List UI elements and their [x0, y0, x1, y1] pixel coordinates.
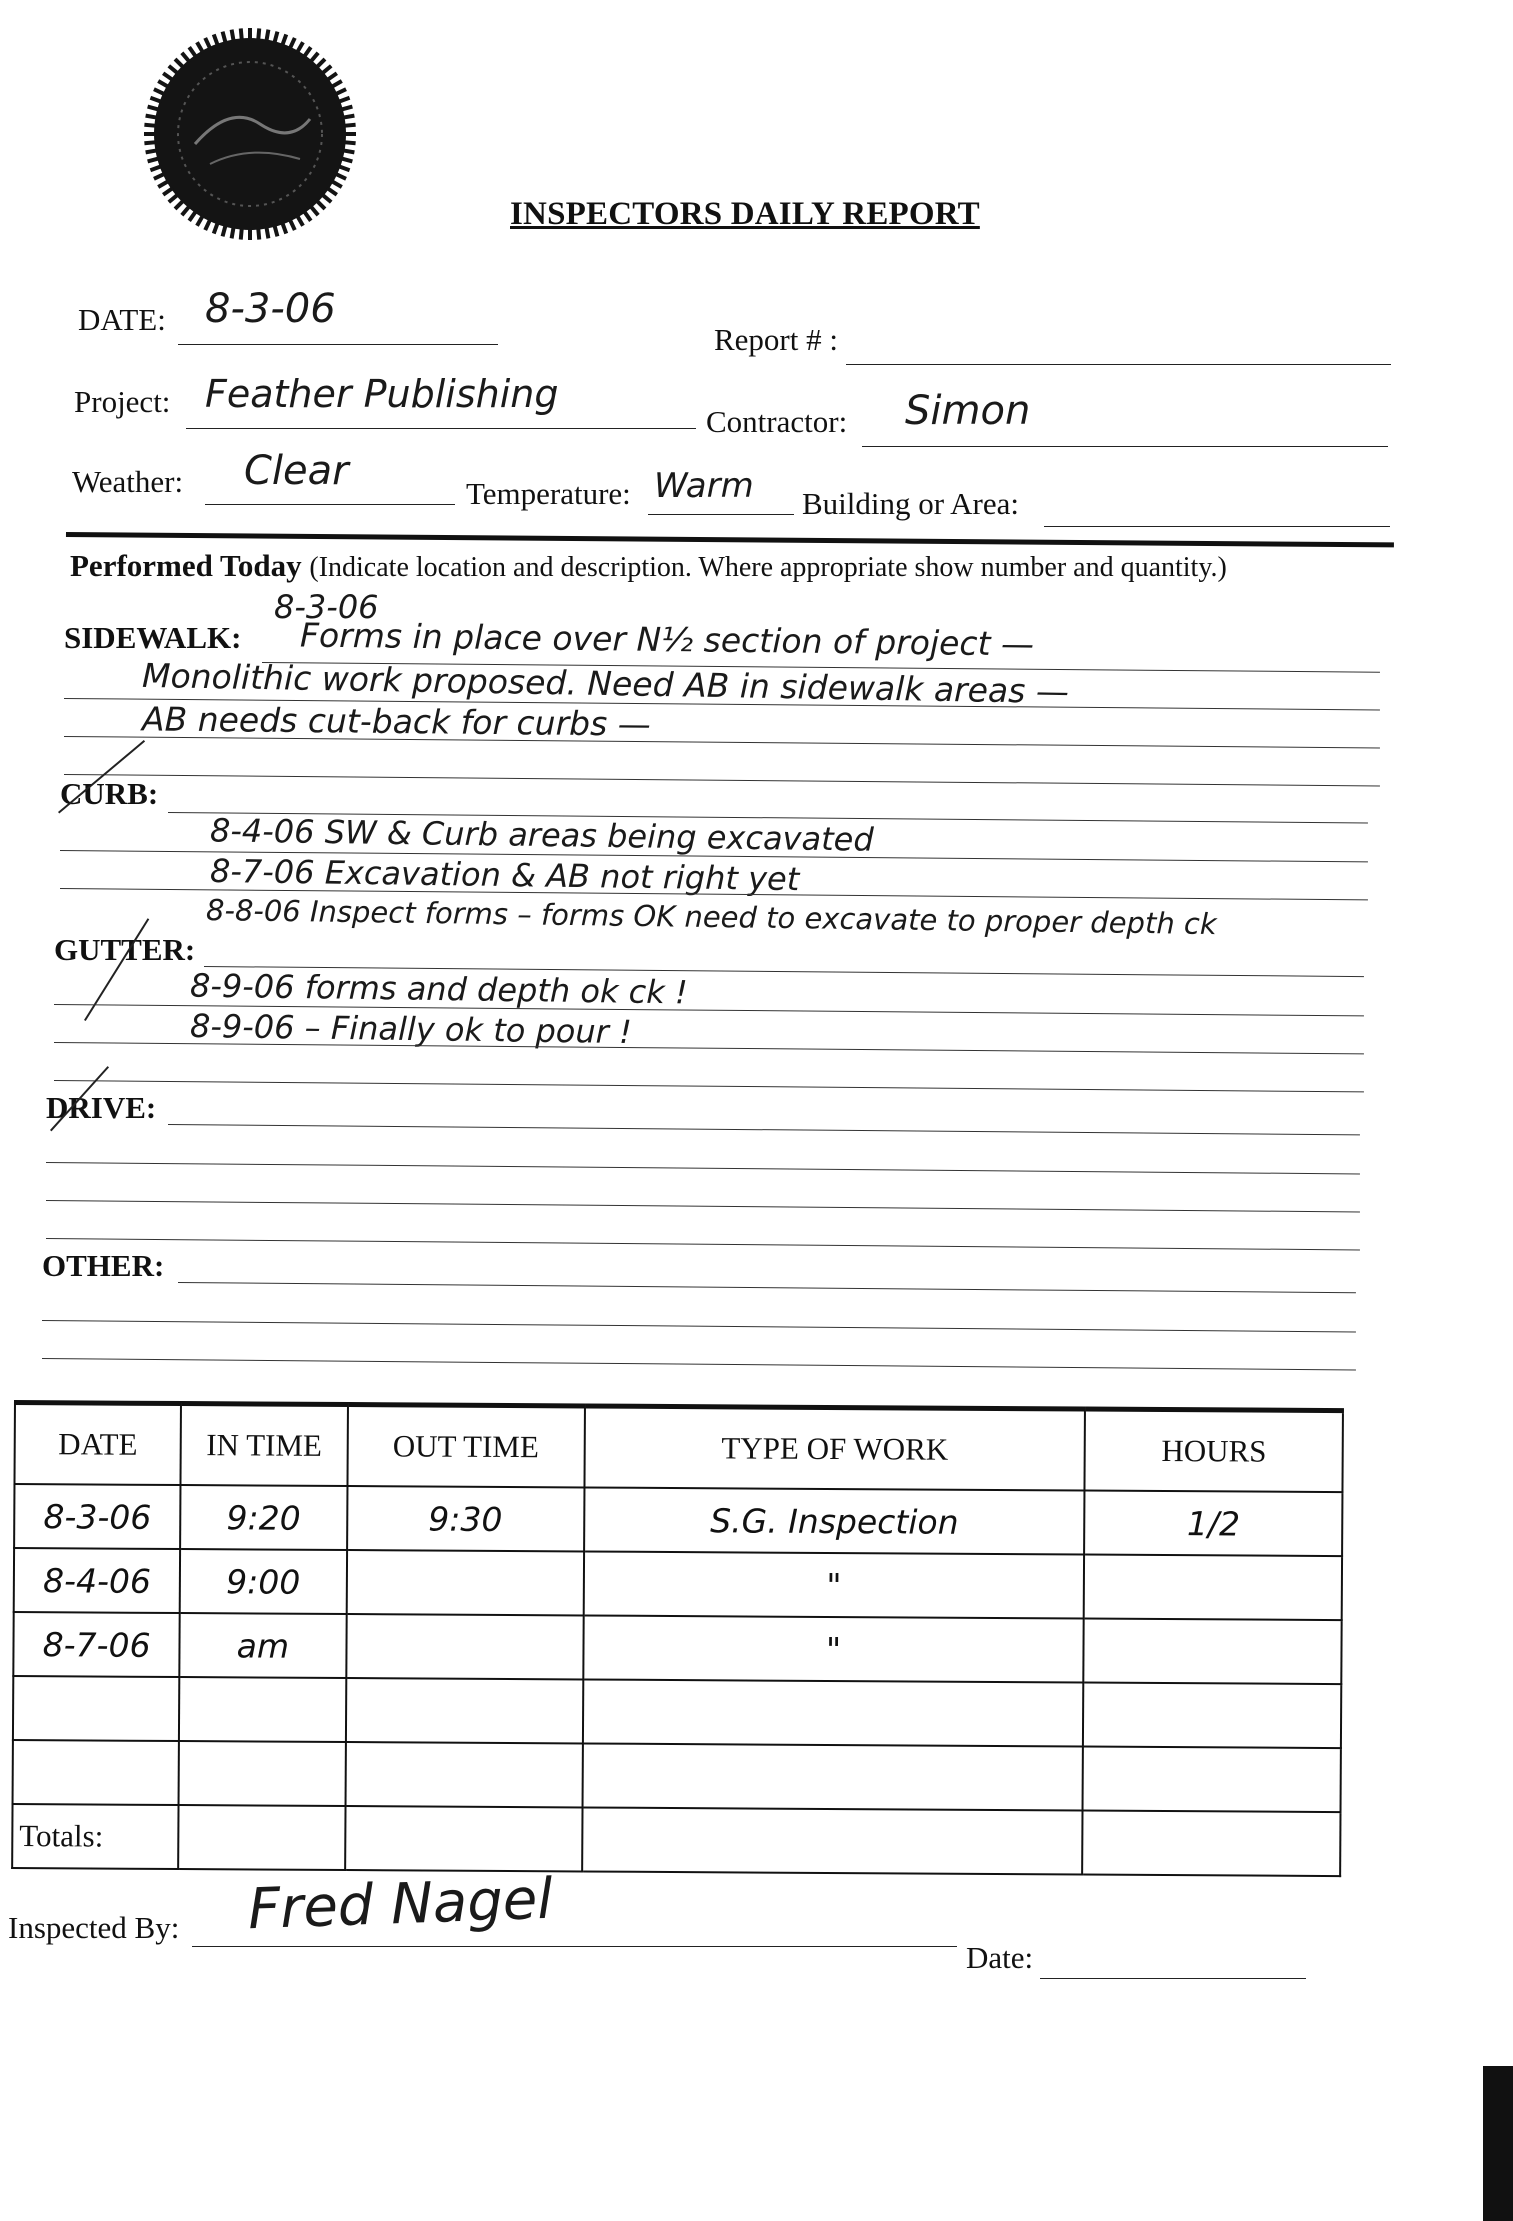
seal-tooth [148, 107, 160, 110]
seal-tooth [175, 59, 183, 67]
seal-tooth [197, 215, 203, 225]
temperature-label: Temperature: [466, 476, 631, 511]
table-row [13, 1676, 1341, 1748]
header-date: DATE [14, 1403, 181, 1486]
seal-tooth [146, 116, 158, 118]
table-row [13, 1612, 1341, 1684]
seal-tooth [150, 166, 161, 170]
seal-tooth [327, 188, 337, 195]
totals-hours[interactable] [1083, 1811, 1341, 1877]
seal-tooth [205, 38, 210, 49]
seal-tooth [223, 32, 226, 44]
gutter-line-2: 8-9-06 – Finally ok to pour ! [189, 1006, 633, 1052]
curb-label: CURB: [60, 776, 159, 811]
time-log-header-row [14, 1403, 1342, 1493]
totals-in-time[interactable] [178, 1805, 345, 1870]
building-area-label: Building or Area: [802, 486, 1019, 521]
header-divider [66, 532, 1394, 547]
seal-tooth [341, 158, 353, 161]
agency-seal [140, 24, 360, 244]
footer-date-label: Date: [966, 1940, 1034, 1975]
project-label: Project: [74, 384, 171, 419]
report-number-label: Report # : [714, 322, 838, 357]
seal-tooth [297, 42, 303, 52]
sidewalk-label: SIDEWALK: [64, 620, 242, 655]
header-hours: HOURS [1085, 1409, 1343, 1492]
seal-tooth [316, 59, 324, 67]
row-5-hours[interactable] [1083, 1747, 1341, 1813]
row-5-date[interactable] [13, 1740, 180, 1805]
table-row [13, 1740, 1341, 1812]
seal-tooth [232, 227, 234, 239]
row-2-hours[interactable] [1084, 1555, 1342, 1621]
other-rule-1 [178, 1282, 1356, 1293]
seal-tooth [310, 53, 318, 62]
seal-tooth [331, 81, 341, 87]
row-4-out-time[interactable] [345, 1678, 583, 1743]
row-1-out-time[interactable]: 9:30 [347, 1486, 585, 1551]
row-4-type-of-work[interactable] [583, 1679, 1084, 1746]
seal-tooth [341, 107, 353, 110]
inspected-by-underline [192, 1946, 957, 1947]
row-3-date[interactable]: 8-7-06 [13, 1612, 180, 1677]
seal-tooth [266, 227, 268, 239]
drive-rule-2 [46, 1162, 1360, 1174]
row-3-out-time[interactable] [346, 1614, 584, 1679]
seal-tooth [144, 125, 156, 126]
seal-tooth [197, 42, 203, 52]
seal-tooth [266, 30, 268, 42]
temperature-underline [648, 514, 794, 515]
seal-tooth [214, 222, 218, 233]
drive-rule-3 [46, 1200, 1360, 1212]
row-2-type-of-work[interactable]: " [583, 1551, 1084, 1618]
header-in-time: IN TIME [181, 1404, 348, 1487]
sidewalk-rule-3 [64, 736, 1380, 748]
row-3-type-of-work[interactable]: " [583, 1615, 1084, 1682]
curb-line-1: 8-4-06 SW & Curb areas being excavated [209, 811, 874, 859]
report-number-underline [846, 364, 1391, 365]
seal-tooth [163, 73, 173, 80]
date-value[interactable]: 8-3-06 [205, 286, 336, 332]
seal-tooth [189, 211, 196, 221]
seal-tooth [310, 206, 318, 215]
seal-tooth [232, 30, 234, 42]
row-1-date[interactable]: 8-3-06 [14, 1484, 181, 1549]
seal-tooth [241, 28, 242, 40]
seal-tooth [148, 158, 160, 161]
performed-today-note: (Indicate location and description. Where appropriate show number and quantity.) [309, 552, 1227, 583]
seal-tooth [158, 181, 168, 187]
other-label: OTHER: [42, 1248, 165, 1283]
header-type-of-work: TYPE OF WORK [584, 1406, 1085, 1491]
contractor-label: Contractor: [706, 404, 848, 439]
totals-out-time[interactable] [345, 1806, 583, 1871]
seal-tooth [338, 98, 349, 102]
project-underline [186, 428, 696, 429]
performed-today-label: Performed Today [70, 548, 302, 583]
seal-tooth [258, 28, 259, 40]
seal-tooth [282, 34, 286, 45]
table-row [14, 1548, 1342, 1620]
other-rule-3 [42, 1358, 1356, 1370]
weather-label: Weather: [72, 464, 184, 499]
totals-label: Totals: [12, 1804, 179, 1869]
seal-tooth [214, 34, 218, 45]
time-log-table [11, 1400, 1344, 1877]
weather-underline [205, 504, 455, 505]
row-5-in-time[interactable] [179, 1741, 346, 1806]
header-out-time: OUT TIME [347, 1405, 585, 1488]
drive-rule-4 [46, 1238, 1360, 1250]
gutter-line-1: 8-9-06 forms and depth ok ck ! [189, 966, 689, 1012]
seal-tooth [304, 211, 311, 221]
seal-tooth [182, 53, 190, 62]
contractor-value[interactable]: Simon [905, 388, 1031, 434]
date-underline [178, 344, 498, 345]
footer-date-underline [1040, 1978, 1306, 1979]
seal-tooth [163, 188, 173, 195]
row-1-hours[interactable]: 1/2 [1085, 1491, 1343, 1557]
seal-tooth [258, 228, 259, 240]
seal-tooth [154, 174, 165, 179]
seal-tooth [150, 98, 161, 102]
seal-tooth [146, 150, 158, 152]
totals-row [12, 1804, 1340, 1876]
gutter-label: GUTTER: [54, 932, 196, 967]
row-2-date[interactable]: 8-4-06 [14, 1548, 181, 1613]
performed-today-heading [70, 548, 1227, 584]
weather-value[interactable]: Clear [244, 448, 349, 494]
seal-tooth [154, 89, 165, 94]
inspected-by-label: Inspected By: [8, 1910, 180, 1945]
sidewalk-line-3: AB needs cut-back for curbs — [141, 699, 651, 744]
project-value[interactable]: Feather Publishing [205, 372, 559, 416]
seal-tooth [290, 219, 295, 230]
gutter-rule-4 [54, 1080, 1364, 1092]
seal-tooth [297, 215, 303, 225]
temperature-value[interactable]: Warm [654, 466, 754, 506]
row-2-in-time[interactable]: 9:00 [180, 1549, 347, 1614]
totals-type-of-work[interactable] [582, 1807, 1083, 1874]
sidewalk-line-1: Forms in place over N½ section of project — [299, 615, 1035, 664]
seal-tooth [322, 194, 331, 202]
sidewalk-date-note: 8-3-06 [274, 588, 379, 626]
drive-label: DRIVE: [46, 1090, 157, 1125]
date-label: DATE: [78, 302, 166, 337]
seal-tooth [322, 66, 331, 74]
row-4-hours[interactable] [1083, 1683, 1341, 1749]
seal-tooth [241, 228, 242, 240]
drive-rule-1 [168, 1124, 1360, 1135]
seal-tooth [343, 150, 355, 152]
report-title: INSPECTORS DAILY REPORT [510, 196, 980, 232]
row-3-in-time[interactable]: am [180, 1613, 347, 1678]
seal-tooth [343, 116, 355, 118]
seal-tooth [282, 222, 286, 233]
row-4-in-time[interactable] [179, 1677, 346, 1742]
contractor-underline [862, 446, 1388, 447]
seal-tooth [274, 32, 277, 44]
sidewalk-rule-4 [64, 774, 1380, 786]
building-area-underline [1044, 526, 1390, 527]
seal-tooth [335, 174, 346, 179]
inspector-signature: Fred Nagel [246, 1866, 554, 1943]
row-4-date[interactable] [13, 1676, 180, 1741]
row-1-type-of-work[interactable]: S.G. Inspection [584, 1487, 1085, 1554]
curb-line-2: 8-7-06 Excavation & AB not right yet [209, 851, 800, 899]
seal-tooth [344, 125, 356, 126]
seal-tooth [223, 225, 226, 237]
seal-tooth [144, 142, 156, 143]
row-5-type-of-work[interactable] [582, 1743, 1083, 1810]
other-rule-2 [42, 1320, 1356, 1332]
seal-tooth [189, 47, 196, 57]
seal-tooth [331, 181, 341, 187]
seal-tooth [175, 200, 183, 208]
seal-tooth [290, 38, 295, 49]
seal-tooth [182, 206, 190, 215]
seal-tooth [327, 73, 337, 80]
row-3-hours[interactable] [1084, 1619, 1342, 1685]
scan-edge-shadow [1483, 2066, 1513, 2221]
seal-tooth [205, 219, 210, 230]
seal-tooth [344, 142, 356, 143]
seal-tooth [304, 47, 311, 57]
seal-tooth [274, 225, 277, 237]
row-2-out-time[interactable] [346, 1550, 584, 1615]
seal-tooth [335, 89, 346, 94]
row-1-in-time[interactable]: 9:20 [180, 1485, 347, 1550]
gutter-rule-3 [54, 1042, 1364, 1054]
seal-tooth [316, 200, 324, 208]
sidewalk-line-2: Monolithic work proposed. Need AB in sidewalk areas — [141, 655, 1070, 712]
seal-tooth [169, 194, 178, 202]
seal-tooth [338, 166, 349, 170]
table-row [14, 1484, 1342, 1556]
seal-tooth [169, 66, 178, 74]
curb-line-3: 8-8-06 Inspect forms – forms OK need to excavate to proper depth ck [205, 892, 1217, 942]
seal-tooth [158, 81, 168, 87]
row-5-out-time[interactable] [345, 1742, 583, 1807]
